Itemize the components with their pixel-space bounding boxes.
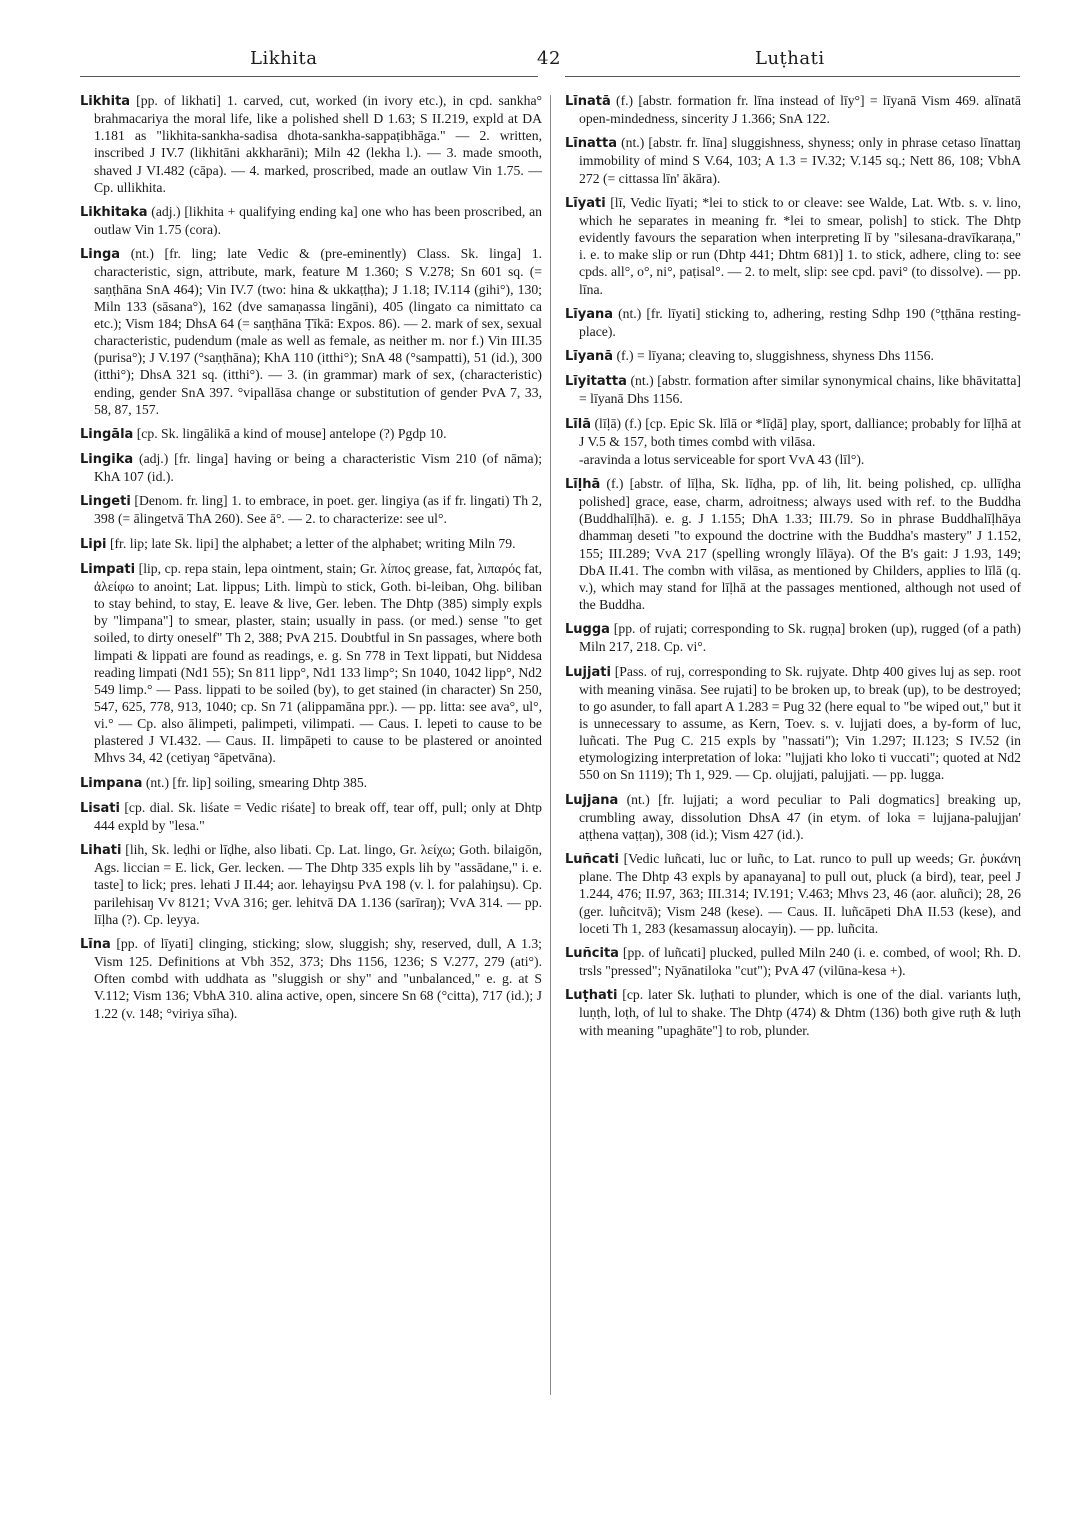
entry-definition: -aravinda a lotus serviceable for sport VvA 43 (līl°).	[579, 451, 865, 467]
entry-headword: Lujjana	[565, 792, 619, 808]
dictionary-subentry	[565, 451, 1021, 468]
dictionary-entry	[565, 347, 1021, 365]
entry-headword: Lingika	[80, 451, 134, 467]
entry-headword: Lingeti	[80, 494, 131, 510]
dictionary-entry	[80, 560, 542, 767]
dictionary-entry	[80, 535, 542, 553]
entry-definition: (adj.) [fr. linga] having or being a characteristic Vism 210 (of nāma); KhA 107 (id.).	[94, 450, 542, 485]
entry-definition: (f.) = līyana; cleaving to, sluggishness, shyness Dhs 1156.	[613, 348, 934, 364]
header-right-guide-word: Luṭhati	[755, 48, 825, 69]
entry-definition: (adj.) [likhita + qualifying ending ka] one who has been proscribed, an outlaw Vin 1.75 (cora).	[94, 203, 542, 238]
dictionary-entry	[80, 203, 542, 238]
entry-headword: Lujjati	[565, 664, 611, 680]
running-head	[0, 48, 1073, 78]
entry-headword: Lingāla	[80, 426, 134, 442]
column-divider	[550, 95, 551, 1395]
entry-definition: [lip, cp. repa stain, lepa ointment, stain; Gr. λίπος grease, fat, λιπαρός fat, ἀλείφω to anoint; Lat. lippus; Lith. limpù to stick, Goth. bi-leiban, Ohg. biliban to stay behind, to stay, E. leave & live, Ger. leben. The Dhtp (385) simply expls by "limpana"] to smear, plaster, stain; usually in pass. (or med.) sense "to get soiled, to dirty oneself" Th 2, 388; PvA 215. Doubtful in Sn passages, where both limpati & lippati are found as readings, e. g. Sn 778 in Text lippati, but Niddesa reading limpati (Nd1 55); Sn 811 lipp°, Nd1 133 limp°; Sn 1040, 1042 lipp°, Nd2 549 limp.° — Pass. lippati to be soiled (by), to get stained (in character) Sn 250, 547, 625, 778, 913, 1040; cp. Sn 71 (alippamāna ppr.). — pp. litta: see ava°, ul°, vi.° — Cp. also ālimpeti, palimpeti, vilimpati. — Caus. I. lepeti to cause to be plastered J VI.432. — Caus. II. limpāpeti to cause to be plastered or anointed Mhvs 34, 42 (cetiyaŋ °āpetvāna).	[94, 560, 542, 766]
header-left-guide-word: Likhita	[250, 48, 318, 69]
entry-definition: [cp. later Sk. luṭhati to plunder, which is one of the dial. variants luṭh, luṇṭh, loṭh, of lul to shake. The Dhtp (474) & Dhtm (136) both give ruṭh & luṭh with meaning "upaghāte"] to rob, plunder.	[579, 987, 1021, 1038]
entry-headword: Līna	[80, 936, 111, 952]
dictionary-entry	[565, 944, 1021, 979]
entry-definition: (nt.) [abstr. fr. līna] sluggishness, shyness; only in phrase cetaso līnattaŋ immobility of mind S V.64, 103; A 1.3 = IV.32; V.145 sq.; Nett 86, 108; VbhA 272 (= cittassa līn' ākāra).	[579, 135, 1021, 186]
dictionary-entry	[80, 492, 542, 527]
dictionary-entry	[565, 475, 1021, 613]
entry-definition: [lī, Vedic līyati; *lei to stick to or cleave: see Walde, Lat. Wtb. s. v. lino, which he separates in meaning fr. *lei to smear, polish] to stick. The Dhtp evidently favours the separation when interpreting lī by "silesana-dravīkaraṇa," i. e. to make slip or run (Dhtp 441; Dhtm 681)] 1. to stick, adhere, cling to: see cpds. all°, o°, ni°, paṭisal°. — 2. to melt, slip: see cpd. pavi° (to dissolve). — pp. līna.	[579, 194, 1021, 297]
dictionary-entry	[80, 799, 542, 834]
entry-headword: Limpana	[80, 775, 143, 791]
entry-definition: [cp. Sk. lingālikā a kind of mouse] antelope (?) Pgdp 10.	[133, 425, 447, 441]
entry-definition: (nt.) [fr. lujjati; a word peculiar to Pali dogmatics] breaking up, crumbling away, dissolution DhsA 47 (in etym. of loka = lujjana-palujjan' aṭṭhena vaṭṭaŋ), 308 (id.); Vism 427 (id.).	[579, 791, 1021, 842]
dictionary-entry	[565, 791, 1021, 843]
entry-headword: Likhitaka	[80, 204, 148, 220]
dictionary-entry	[565, 620, 1021, 655]
entry-definition: [lih, Sk. leḍhi or līḍhe, also libati. Cp. Lat. lingo, Gr. λείχω; Goth. bilaigōn, Ags. liccian = E. lick, Ger. lecken. — The Dhtp 335 expls lih by "assādane," i. e. taste] to lick; pres. lehati J II.44; aor. lehayiŋsu PvA 198 (v. l. for palahiŋsu). Cp. parilehisaŋ Vv 8121; VvA 316; ger. lehitvā DA 1.136 (sarīraŋ); VvA 314. — pp. līḷha (?). Cp. leyya.	[94, 842, 542, 927]
header-rule-right	[565, 76, 1020, 77]
entry-definition: (f.) [abstr. formation fr. līna instead of līy°] = līyanā Vism 469. alīnatā open-mindedness, sincerity J 1.366; SnA 122.	[579, 93, 1021, 127]
entry-headword: Limpati	[80, 561, 136, 577]
entry-definition: (nt.) [fr. līyati] sticking to, adhering, resting Sdhp 190 (°ṭṭhāna resting-place).	[579, 305, 1021, 339]
entry-definition: [cp. dial. Sk. liśate = Vedic riśate] to break off, tear off, pull; only at Dhtp 444 expld by "lesa."	[94, 799, 542, 833]
entry-definition: [pp. of līyati] clinging, sticking; slow, sluggish; shy, reserved, dull, A 1.3; Vism 125. Definitions at Vbh 352, 373; Dhs 1156, 1236; S V.277, 279 (ati°). Often combd with uddhata as "sluggish or shy" and "unbalanced," e. g. at S V.112; Vism 136; VbhA 310. alina active, open, sincere Sn 68 (°citta), 717 (id.); J 1.22 (v. 148; °viriya sīha).	[94, 935, 542, 1021]
dictionary-entry	[80, 425, 542, 443]
dictionary-entry	[565, 850, 1021, 937]
page-number: 42	[537, 48, 561, 69]
left-column	[80, 92, 542, 1029]
entry-definition: (f.) [abstr. of līḷha, Sk. līḍha, pp. of lih, lit. being polished, cp. ullīḍha polished] grace, ease, charm, adroitness; always used with ref. to the Buddha (Buddhalīḷhā). e. g. J 1.155; DhA 1.33; III.79. So in phrase Buddhalīḷhāya dhammaŋ deseti "to expound the doctrine with the Buddha's mastery" J 1.152, 155; III.289; VvA 217 (spelling wrongly līlāya). Of the B's gait: J 1.93, 149; DbA II.41. The combn with vilāsa, as mentioned by Childers, applies to līlā (q. v.), which may stand for līḷhā at the passages mentioned, although not used of the Buddha.	[579, 475, 1021, 613]
dictionary-entry	[565, 305, 1021, 340]
entry-headword: Luṭhati	[565, 988, 618, 1004]
entry-headword: Linga	[80, 247, 121, 263]
entry-headword: Līyati	[565, 195, 606, 211]
entry-headword: Līḷhā	[565, 476, 601, 492]
entry-definition: [fr. lip; late Sk. lipi] the alphabet; a letter of the alphabet; writing Miln 79.	[106, 535, 516, 551]
entry-headword: Līyana	[565, 306, 614, 322]
entry-headword: Lugga	[565, 622, 610, 638]
entry-definition: [pp. of rujati; corresponding to Sk. rugṇa] broken (up), rugged (of a path) Miln 217, 218. Cp. vi°.	[579, 621, 1021, 655]
entry-definition: (nt.) [fr. lip] soiling, smearing Dhtp 385.	[142, 774, 368, 790]
entry-headword: Lihati	[80, 843, 122, 859]
dictionary-entry	[565, 663, 1021, 784]
entry-headword: Līyanā	[565, 349, 614, 365]
entry-headword: Līlā	[565, 416, 591, 432]
dictionary-entry	[80, 92, 542, 196]
dictionary-entry	[565, 415, 1021, 450]
dictionary-entry	[80, 935, 542, 1022]
entry-headword: Līnatā	[565, 94, 611, 109]
entry-definition: (nt.) [fr. ling; late Vedic & (pre-eminently) Class. Sk. linga] 1. characteristic, sign, attribute, mark, feature M 1.360; S V.278; Sn 601 sq. (= saṇṭhāna SnA 464); Vin IV.7 (two: hina & ukkaṭṭha); J 1.18; IV.114 (gihi°), 130; Miln 133 (sāsana°), 162 (dve samaṇassa lingāni), 405 (lingato ca nimittato ca etc.); Vism 184; DhsA 64 (= saṇṭhāna Ṭīkā: Expos. 86). — 2. mark of sex, sexual characteristic, pudendum (male as well as female, as neither m. nor f.) Vin III.35 (purisa°); J V.197 (°saṇṭhāna); KhA 110 (itthi°); SnA 48 (°sampatti), 51 (id.), 300 (itthi°); DhsA 321 sq. (itthi°). — 3. (in grammar) mark of sex, (characteristic) ending, gender SnA 397. °vipallāsa change or substitution of gender PvA 7, 33, 58, 87, 157.	[94, 246, 542, 417]
entry-headword: Likhita	[80, 94, 131, 109]
entry-headword: Līnatta	[565, 136, 617, 152]
entry-definition: [Vedic luñcati, luc or luñc, to Lat. runco to pull up weeds; Gr. ῥυκάνη plane. The Dhtp 43 expls by apanayana] to pull out, pluck (a bird), tear, peel J 1.244, 476; II.97, 363; III.314; IV.191; V.463; Mhvs 23, 46 (aor. aluñci); 28, 26 (ger. luñcitvā); Vism 248 (kese). — Caus. II. luñcāpeti DhA II.53 (kese), and loceti Th 1, 283 (kesamassuŋ alocayiŋ). — pp. luñcita.	[579, 851, 1021, 936]
entry-definition: [pp. of luñcati] plucked, pulled Miln 240 (i. e. combed, of wool; Rh. D. trsls "pressed"; Nyānatiloka "cut"); PvA 47 (vilūna-kesa +).	[579, 944, 1021, 979]
entry-headword: Lipi	[80, 536, 107, 552]
entry-headword: Lisati	[80, 800, 120, 816]
entry-headword: Luñcita	[565, 945, 619, 961]
dictionary-entry	[80, 841, 542, 928]
entry-definition: (nt.) [abstr. formation after similar synonymical chains, like bhāvitatta] = līyanā Dhs 1156.	[579, 373, 1021, 407]
right-column	[565, 92, 1021, 1046]
dictionary-entry	[80, 774, 542, 792]
dictionary-entry	[565, 372, 1021, 407]
dictionary-entry	[565, 134, 1021, 186]
dictionary-entry	[565, 92, 1021, 127]
entry-headword: Līyitatta	[565, 374, 627, 390]
entry-definition: [pp. of likhati] 1. carved, cut, worked (in ivory etc.), in cpd. sankha° brahmacariya the moral life, like a polished shell D 1.63; S II.219, expld at DA 1.181 as "likhita-sankha-sadisa dhota-sankha-sappaṭibhāga." — 2. written, inscribed J IV.7 (likhitāni akkharāni); Miln 42 (lekha l.). — 3. made smooth, shaved J VI.482 (cāpa). — 4. marked, proscribed, made an outlaw Vin 1.75. — Cp. ullikhita.	[94, 93, 542, 195]
entry-headword: Luñcati	[565, 852, 619, 868]
header-rule-left	[80, 76, 538, 77]
dictionary-entry	[80, 245, 542, 418]
entry-definition: [Denom. fr. ling] 1. to embrace, in poet. ger. lingiya (as if fr. lingati) Th 2, 398 (= ālingetvā ThA 260). See ā°. — 2. to characterize: see ul°.	[94, 493, 542, 527]
entry-definition: (līḷā) (f.) [cp. Epic Sk. līlā or *līḍā] play, sport, dalliance; probably for līḷhā at J V.5 & 157, both times combd with vilāsa.	[579, 415, 1021, 449]
dictionary-entry	[80, 450, 542, 485]
dictionary-entry	[565, 194, 1021, 298]
dictionary-entry	[565, 986, 1021, 1038]
entry-definition: [Pass. of ruj, corresponding to Sk. rujyate. Dhtp 400 gives luj as sep. root with meaning vināsa. See rujati] to be broken up, to break (up), to be destroyed; to go asunder, to fall apart A 1.283 = Pug 32 (here equal to "be wiped out," but it is unnecessary to assume, as Kern, Toev. s. v. lujjati does, a by-form of luc, luñcati. The Pug C. 215 expls by "nassati"); Vin 1.297; II.123; S IV.52 (in etymologizing interpretation of loka: "lujjati kho loko ti vuccati"; quoted at Nd2 550 on Sn 1119); Th 1, 929. — Cp. olujjati, palujjati. — pp. lugga.	[579, 663, 1021, 783]
